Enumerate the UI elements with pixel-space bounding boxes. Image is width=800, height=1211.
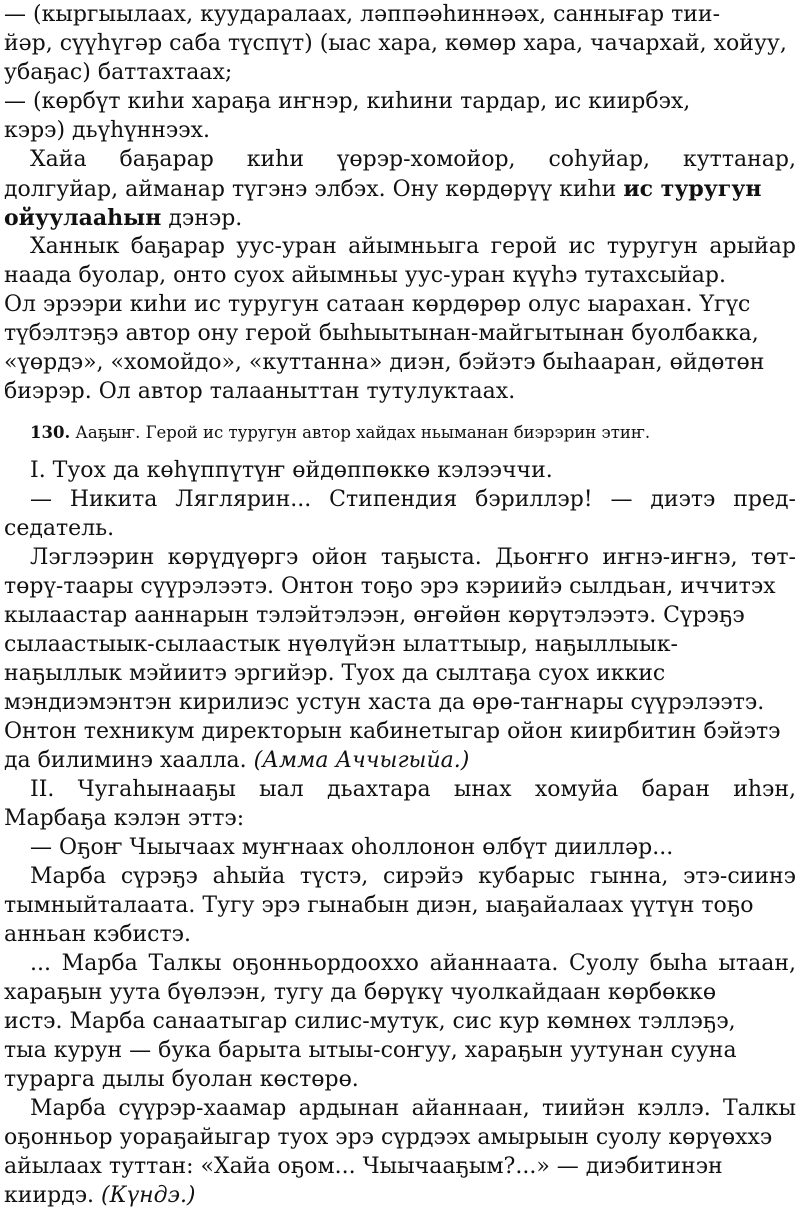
line: — Никита Ляглярин... Стипендия бэриллэр! — диэтэ пред- (30, 487, 796, 512)
line: — Оҕоҥ Чыычаах муҥнаах оһоллонон өлбүт диилләр... (30, 835, 674, 860)
line: тымныйталаата. Тугу эрэ гынабын диэн, ыаҕайалаах үүтүн тоҕо (4, 893, 754, 918)
line: Хайа баҕарар киһи үөрэр-хомойор, соһуйар, куттанар, (30, 147, 796, 172)
line: да билиминэ хаалла. (Амма Аччыгыйа.) (4, 748, 470, 773)
line: киирдэ. (Күндэ.) (4, 1183, 196, 1208)
line: ойуулааһын дэнэр. (4, 205, 243, 231)
line: седатель. (4, 516, 115, 541)
line: айылаах туттан: «Хайа оҕом... Чыычааҕым?...» — диэбитинэн (4, 1154, 723, 1179)
line: наада буолар, онто суох айымньы уус-уран күүһэ тутахсыйар. (4, 263, 726, 288)
line: Марба сүүрэр-хаамар ардынан айаннаан, тиийэн кэллэ. Талкы (30, 1096, 796, 1121)
line: убаҕас) баттахтаах; (4, 60, 233, 85)
line: кэрэ) дьүһүннээх. (4, 118, 210, 143)
line: биэрэр. Ол автор талааныттан тутулуктаах. (4, 379, 516, 404)
line: Ол эрээри киһи ис туругун сатаан көрдөрөр олус ыарахан. Үгүс (4, 292, 751, 317)
line: ... Марба Талкы оҕонньордооххо айаннаата. Суолу быһа ытаан, (30, 951, 796, 976)
line: — (кыргыылаах, куударалаах, ләппәәһиннәәх, саннығар тии- (4, 2, 721, 27)
line: Марба сүрэҕэ аһыйа түстэ, сирэйэ кубарыс гынна, этэ-сиинэ (30, 864, 796, 889)
exercise-heading: 130. Ааҕыҥ. Герой ис туругун автор хайдах ньыманан биэрэрин этиҥ. (30, 423, 651, 442)
line: Ханнык баҕарар уус-уран айымньыга герой ис туругун арыйар (30, 234, 796, 259)
line: түбэлтэҕэ автор ону герой быһыытынан-майгытынан буолбакка, (4, 321, 759, 346)
line: II. Чугаһынааҕы ыал дьахтара ынах хомуйа баран иһэн, (30, 777, 796, 802)
line: тыа курун — бука барыта ытыы-соҥуу, хараҕын уутунан сууна (4, 1038, 737, 1063)
line: анньан кэбистэ. (4, 922, 191, 947)
line: Марбаҕа кэлэн эттэ: (4, 806, 245, 831)
line: долгуйар, айманар түгэнэ элбэх. Ону көрдөрүү киһи ис туругун (4, 176, 762, 202)
line: оҕонньор уораҕайыгар туох эрэ сүрдээх амырыын суолу көрүөххэ (4, 1125, 773, 1150)
line: I. Туох да көһүппүтүҥ өйдөппөккө кэлээччи. (30, 458, 553, 483)
line: Лэглээрин көрүдүөргэ ойон таҕыста. Дьоҥҥо иҥнэ-иҥнэ, төт- (30, 545, 796, 570)
line: «үөрдэ», «хомойдо», «куттанна» диэн, бэйэтэ быһааран, өйдөтөн (4, 350, 765, 375)
line: мэндиэмэнтэн кирилиэс устун хаста да өрө-таҥнары сүүрэлээтэ. (4, 690, 765, 715)
line: турарга дылы буолан көстөрө. (4, 1067, 359, 1092)
line: — (көрбүт киһи хараҕа иҥнэр, киһини тардар, ис киирбэх, (4, 89, 691, 114)
line: кылаастар ааннарын тэлэйтэлээн, өҥөйөн көрүтэлээтэ. Сүрэҕэ (4, 603, 745, 628)
line: йәр, сүүһүгәр саба түспүт) (ыас хара, көмөр хара, чачархай, хойуу, (4, 31, 787, 56)
line: сылаастыык-сылаастык нүөлүйэн ылаттыыр, наҕыллыык- (4, 632, 678, 657)
line: хараҕын уута бүөлээн, тугу да бөрүкү чуолкайдаан көрбөккө (4, 980, 717, 1005)
line: Онтон техникум директорын кабинетыгар ойон киирбитин бэйэтэ (4, 719, 781, 744)
line: наҕыллык мэйиитэ эргийэр. Туох да сылтаҕа суох иккис (4, 661, 666, 686)
line: төрү-таары сүүрэлээтэ. Онтон тоҕо эрэ кэриийэ сылдьан, иччитэх (4, 574, 776, 599)
line: истэ. Марба санаатыгар силис-мутук, сис кур көмнөх тэллэҕэ, (4, 1009, 736, 1034)
